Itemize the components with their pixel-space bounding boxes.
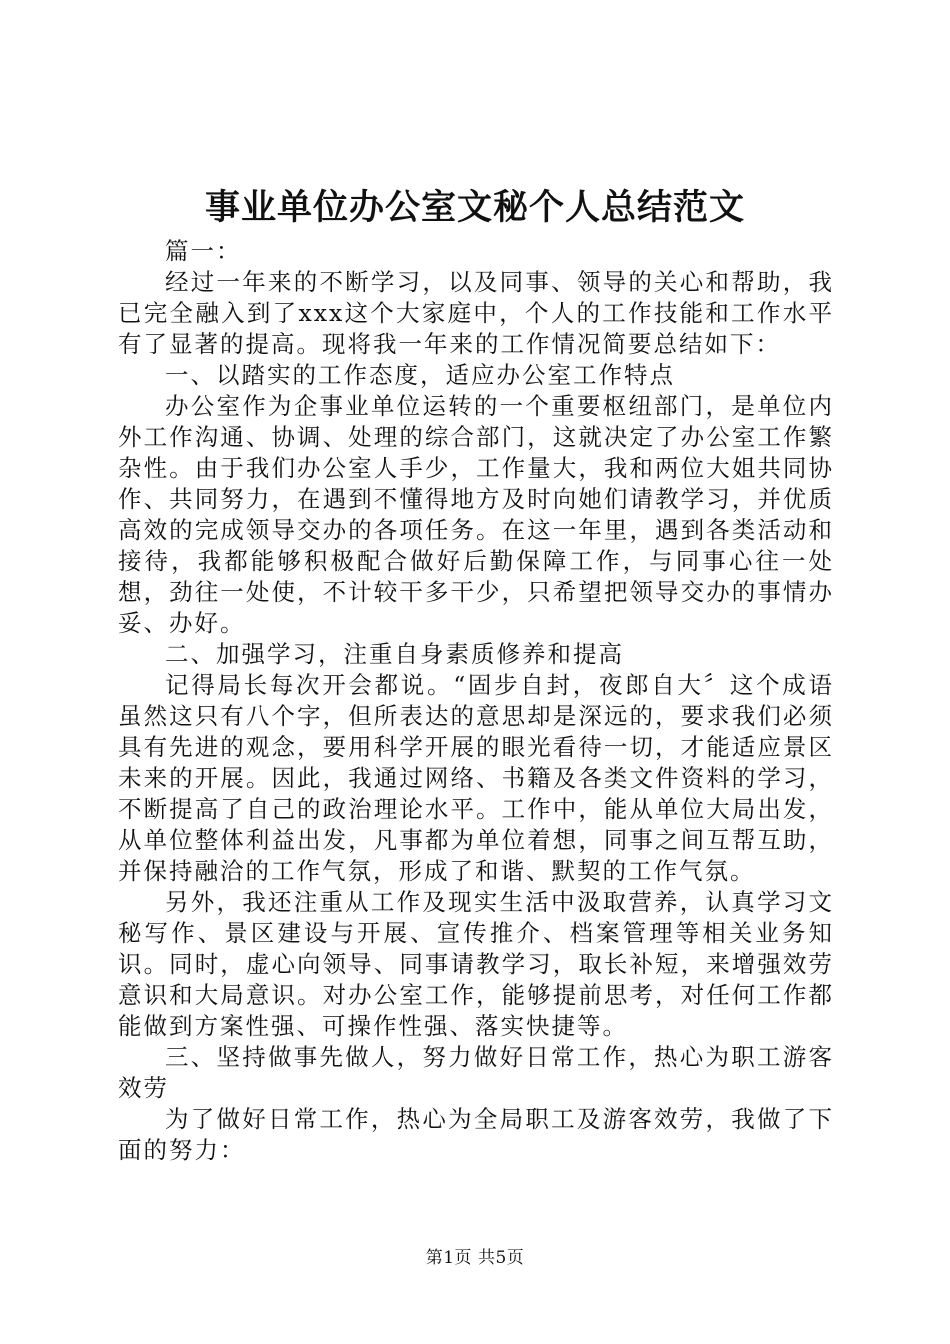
paragraph: 经过一年来的不断学习，以及同事、领导的关心和帮助，我已完全融入到了xxx这个大家庭中，个人的工作技能和工作水平有了显著的提高。现将我一年来的工作情况简要总结如下： <box>118 268 834 358</box>
document-title: 事业单位办公室文秘个人总结范文 <box>204 187 745 228</box>
paragraph: 为了做好日常工作，热心为全局职工及游客效劳，我做了下面的努力： <box>118 1105 834 1164</box>
paragraph: 另外，我还注重从工作及现实生活中汲取营养，认真学习文秘写作、景区建设与开展、宣传推介、档案管理等相关业务知识。同时，虚心向领导、同事请教学习，取长补短，来增强效劳意识和大局意识。对办公室工作，能够提前思考，对任何工作都能做到方案性强、可操作性强、落实快捷等。 <box>118 888 834 1040</box>
paragraph: 记得局长每次开会都说。“固步自封，夜郎自大〞这个成语虽然这只有八个字，但所表达的意思却是深远的，要求我们必须具有先进的观念，要用科学开展的眼光看待一切，才能适应景区未来的开展。因此，我通过网络、书籍及各类文件资料的学习，不断提高了自己的政治理论水平。工作中，能从单位大局出发，从单位整体利益出发，凡事都为单位着想，同事之间互帮互助，并保持融洽的工作气氛，形成了和谐、默契的工作气氛。 <box>118 671 834 885</box>
page-footer: 第1页 共5页 <box>425 1248 525 1268</box>
section-heading: 三、坚持做事先做人，努力做好日常工作，热心为职工游客效劳 <box>118 1043 834 1102</box>
section-label: 篇一： <box>165 237 242 265</box>
section-heading: 一、以踏实的工作态度，适应办公室工作特点 <box>165 361 675 389</box>
paragraph: 办公室作为企事业单位运转的一个重要枢纽部门，是单位内外工作沟通、协调、处理的综合部门，这就决定了办公室工作繁杂性。由于我们办公室人手少，工作量大，我和两位大姐共同协作、共同努力，在遇到不懂得地方及时向她们请教学习，并优质高效的完成领导交办的各项任务。在这一年里，遇到各类活动和接待，我都能够积极配合做好后勤保障工作，与同事心往一处想，劲往一处使，不计较干多干少，只希望把领导交办的事情办妥、办好。 <box>118 392 834 637</box>
document-body <box>118 236 834 1166</box>
section-heading: 二、加强学习，注重自身素质修养和提高 <box>165 640 624 668</box>
